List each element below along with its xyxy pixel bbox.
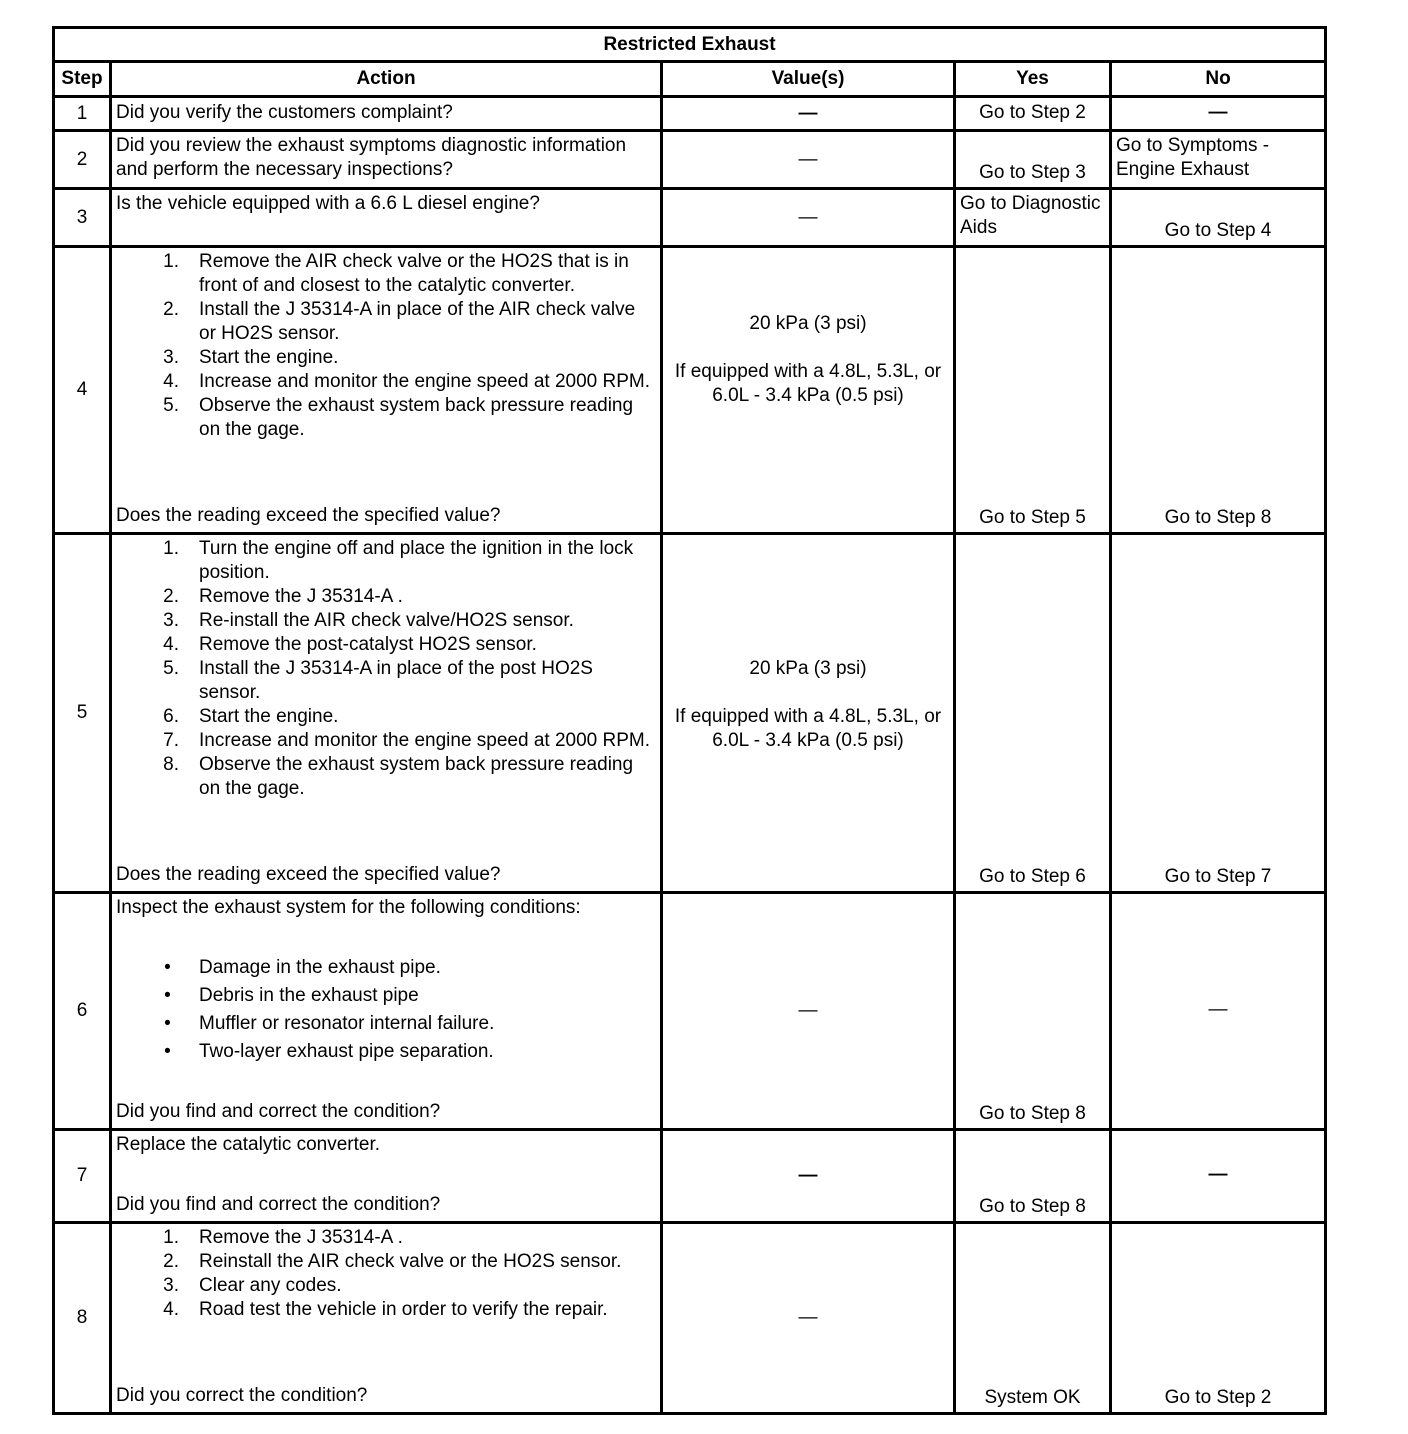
no-cell: — xyxy=(1111,97,1326,131)
value-cell xyxy=(662,247,955,534)
no-cell: Go to Symptoms - Engine Exhaust xyxy=(1111,131,1326,189)
no-cell: — xyxy=(1111,893,1326,1130)
step-number: 8 xyxy=(54,1223,111,1414)
no-cell: Go to Step 4 xyxy=(1111,189,1326,247)
action-text: Is the vehicle equipped with a 6.6 L diesel engine? xyxy=(111,189,662,247)
yes-cell: Go to Diagnostic Aids xyxy=(955,189,1111,247)
list-item: 6. Start the engine. xyxy=(163,706,339,727)
procedure-list xyxy=(116,537,656,801)
no-cell: — xyxy=(1111,1130,1326,1223)
intro-text: Replace the catalytic converter. xyxy=(116,1134,381,1155)
diagnostic-table xyxy=(52,26,1327,1415)
table-title: Restricted Exhaust xyxy=(54,28,1326,62)
condition-list xyxy=(116,954,656,1066)
bullet-icon: • xyxy=(164,957,171,978)
list-item: 3. Re-install the AIR check valve/HO2S sensor. xyxy=(163,610,574,631)
value-cell xyxy=(662,534,955,893)
value-cell: — xyxy=(662,1223,955,1414)
value-note: If equipped with a 4.8L, 5.3L, or 6.0L - 3.4 kPa (0.5 psi) xyxy=(674,361,942,406)
bullet-icon: • xyxy=(164,985,171,1006)
list-item: 1. Remove the J 35314-A . xyxy=(163,1227,403,1248)
bullet-icon: • xyxy=(164,1013,171,1034)
yes-cell: Go to Step 5 xyxy=(955,247,1111,534)
list-item: 1. Turn the engine off and place the ignition in the lock position. xyxy=(163,538,634,583)
list-item: 3. Start the engine. xyxy=(163,347,339,368)
action-text: Did you verify the customers complaint? xyxy=(111,97,662,131)
list-item: 5. Observe the exhaust system back pressure reading on the gage. xyxy=(163,395,634,440)
table-row xyxy=(54,97,1326,131)
header-no: No xyxy=(1111,62,1326,97)
yes-cell: Go to Step 6 xyxy=(955,534,1111,893)
list-item: 8. Observe the exhaust system back pressure reading on the gage. xyxy=(163,754,634,799)
header-yes: Yes xyxy=(955,62,1111,97)
header-step: Step xyxy=(54,62,111,97)
question-text: Does the reading exceed the specified value? xyxy=(116,864,501,885)
header-row xyxy=(54,62,1326,97)
header-action: Action xyxy=(111,62,662,97)
list-item: 4. Increase and monitor the engine speed at 2000 RPM. xyxy=(163,371,651,392)
value-cell: — xyxy=(662,131,955,189)
yes-cell: Go to Step 8 xyxy=(955,1130,1111,1223)
no-cell: Go to Step 7 xyxy=(1111,534,1326,893)
step-number: 7 xyxy=(54,1130,111,1223)
action-cell xyxy=(111,893,662,1130)
no-cell: Go to Step 2 xyxy=(1111,1223,1326,1414)
list-item: 4. Remove the post-catalyst HO2S sensor. xyxy=(163,634,537,655)
value-note: If equipped with a 4.8L, 5.3L, or 6.0L - 3.4 kPa (0.5 psi) xyxy=(674,706,942,751)
list-item: 1. Remove the AIR check valve or the HO2S that is in front of and closest to the catalytic converter. xyxy=(163,251,629,296)
table-row xyxy=(54,131,1326,189)
action-text: Did you review the exhaust symptoms diagnostic information and perform the necessary inspections? xyxy=(111,131,662,189)
action-cell xyxy=(111,1223,662,1414)
restricted-exhaust-document xyxy=(52,26,1324,1407)
procedure-list xyxy=(116,250,656,442)
list-item: 2. Install the J 35314-A in place of the AIR check valve or HO2S sensor. xyxy=(163,299,636,344)
yes-cell: Go to Step 3 xyxy=(955,131,1111,189)
header-values: Value(s) xyxy=(662,62,955,97)
step-number: 5 xyxy=(54,534,111,893)
question-text: Does the reading exceed the specified value? xyxy=(116,505,501,526)
bullet-icon: • xyxy=(164,1041,171,1062)
value-main: 20 kPa (3 psi) xyxy=(749,313,867,334)
action-cell xyxy=(111,247,662,534)
list-item: 3. Clear any codes. xyxy=(163,1275,342,1296)
value-cell: — xyxy=(662,97,955,131)
question-text: Did you correct the condition? xyxy=(116,1385,368,1406)
list-item: 5. Install the J 35314-A in place of the post HO2S sensor. xyxy=(163,658,593,703)
procedure-list xyxy=(116,1226,656,1322)
table-row xyxy=(54,534,1326,893)
table-row xyxy=(54,247,1326,534)
list-item: • Muffler or resonator internal failure. xyxy=(116,1010,656,1038)
no-cell: Go to Step 8 xyxy=(1111,247,1326,534)
list-item: 4. Road test the vehicle in order to verify the repair. xyxy=(163,1299,608,1320)
value-main: 20 kPa (3 psi) xyxy=(749,658,867,679)
action-cell xyxy=(111,1130,662,1223)
question-text: Did you find and correct the condition? xyxy=(116,1101,441,1122)
value-cell: — xyxy=(662,1130,955,1223)
table-row xyxy=(54,189,1326,247)
step-number: 3 xyxy=(54,189,111,247)
yes-cell: System OK xyxy=(955,1223,1111,1414)
list-item: 7. Increase and monitor the engine speed at 2000 RPM. xyxy=(163,730,651,751)
list-item: 2. Reinstall the AIR check valve or the HO2S sensor. xyxy=(163,1251,622,1272)
list-item: • Two-layer exhaust pipe separation. xyxy=(116,1038,656,1066)
list-item: 2. Remove the J 35314-A . xyxy=(163,586,403,607)
value-cell: — xyxy=(662,189,955,247)
list-item: • Debris in the exhaust pipe xyxy=(116,982,656,1010)
question-text: Did you find and correct the condition? xyxy=(116,1194,441,1215)
yes-cell: Go to Step 8 xyxy=(955,893,1111,1130)
table-row xyxy=(54,1130,1326,1223)
step-number: 4 xyxy=(54,247,111,534)
yes-cell: Go to Step 2 xyxy=(955,97,1111,131)
step-number: 6 xyxy=(54,893,111,1130)
action-cell xyxy=(111,534,662,893)
table-row xyxy=(54,1223,1326,1414)
value-cell: — xyxy=(662,893,955,1130)
list-item: • Damage in the exhaust pipe. xyxy=(116,954,656,982)
intro-text: Inspect the exhaust system for the following conditions: xyxy=(116,897,581,918)
step-number: 2 xyxy=(54,131,111,189)
table-row xyxy=(54,893,1326,1130)
step-number: 1 xyxy=(54,97,111,131)
